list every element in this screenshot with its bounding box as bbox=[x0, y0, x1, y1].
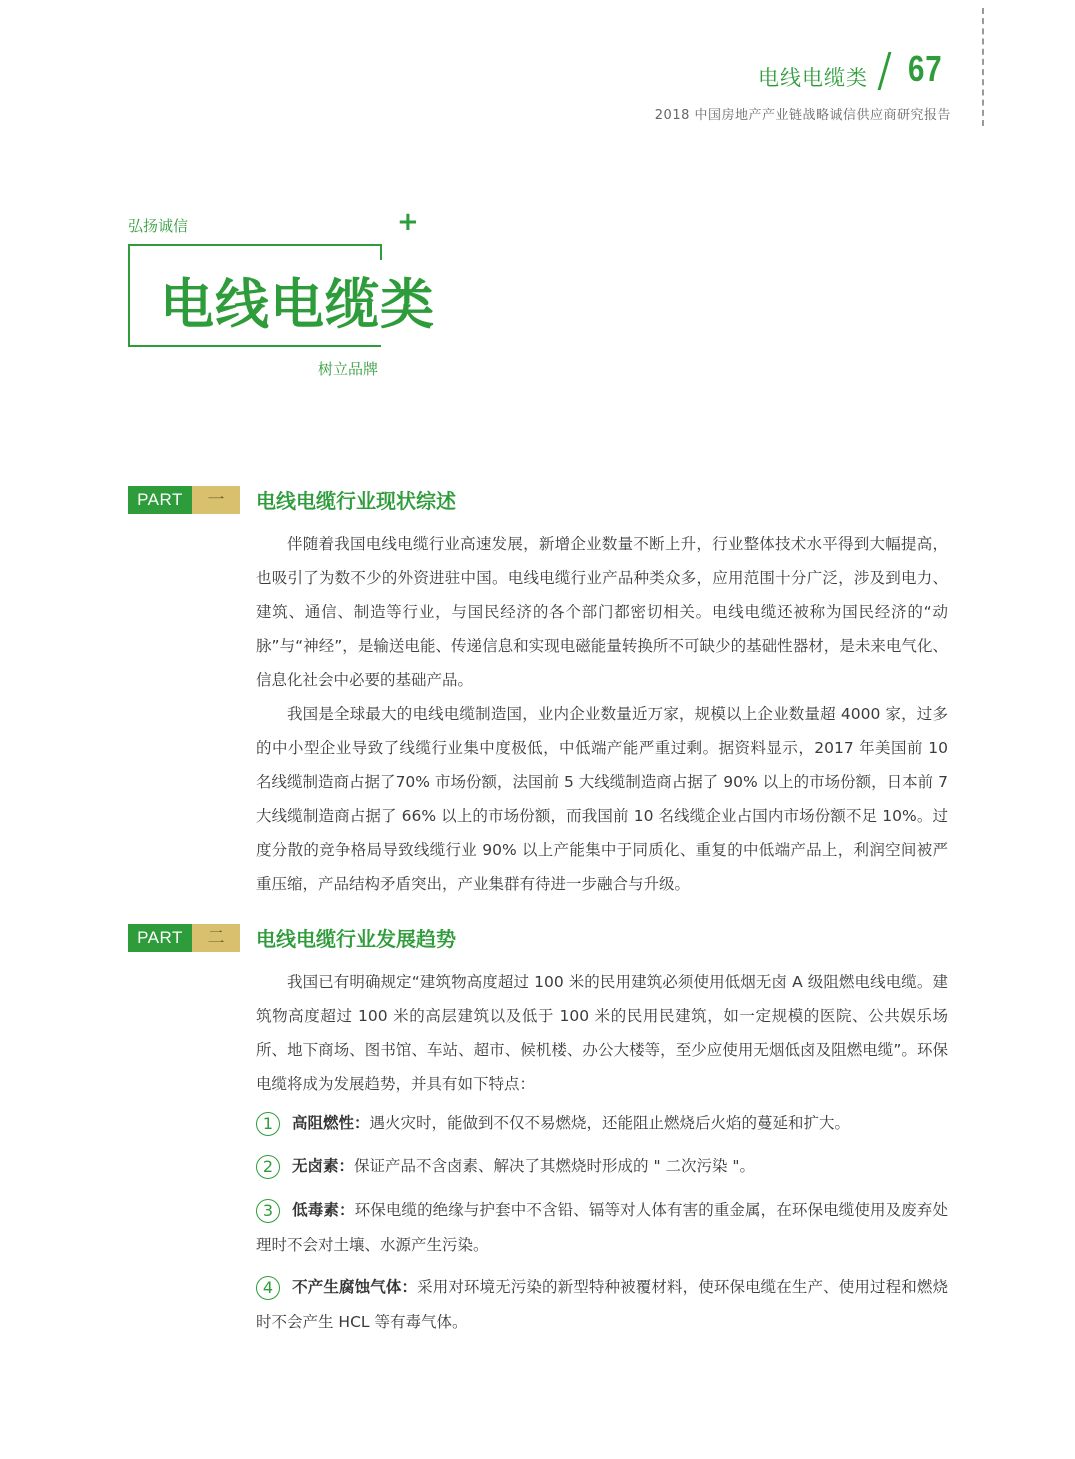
title-frame-top bbox=[128, 244, 382, 246]
feature-text: 环保电缆的绝缘与护套中不含铅、镉等对人体有害的重金属，在环保电缆使用及废弃处理时不会对土壤、水源产生污染。 bbox=[256, 1201, 948, 1254]
feature-label: 无卤素： bbox=[292, 1157, 355, 1175]
header-category-title: 电线电缆类 bbox=[758, 66, 868, 90]
part-label: PART bbox=[128, 924, 192, 952]
feature-text: 保证产品不含卤素、解决了其燃烧时形成的 " 二次污染 "。 bbox=[354, 1157, 756, 1175]
header-dashed-divider bbox=[982, 8, 984, 126]
header-slash-divider bbox=[878, 52, 892, 90]
paragraph: 伴随着我国电线电缆行业高速发展，新增企业数量不断上升，行业整体技术水平得到大幅提高，也吸引了为数不少的外资进驻中国。电线电缆行业产品种类众多，应用范围十分广泛，涉及到电力、建筑、通信、制造等行业，与国民经济的各个部门都密切相关。电线电缆还被称为国民经济的“动脉”与“神经”，是输送电能、传递信息和实现电磁能量转换所不可缺少的基础性器材，是未来电气化、信息化社会中必要的基础产品。 bbox=[256, 535, 948, 689]
number-circle-icon: 3 bbox=[256, 1199, 280, 1223]
report-subtitle: 2018 中国房地产产业链战略诚信供应商研究报告 bbox=[654, 108, 951, 123]
number-circle-icon: 4 bbox=[256, 1276, 280, 1300]
feature-item bbox=[256, 1193, 948, 1263]
paragraph: 我国已有明确规定“建筑物高度超过 100 米的民用建筑必须使用低烟无卤 A 级阻燃电线电缆。建筑物高度超过 100 米的高层建筑以及低于 100 米的民用民建筑，如一定规模的医院、公共娱乐场所、地下商场、图书馆、车站、超市、候机楼、办公大楼等，至少应使用无烟低卤及阻燃电缆”。环保电缆将成为发展趋势，并具有如下特点： bbox=[256, 973, 948, 1093]
page-number: 67 bbox=[908, 48, 943, 89]
feature-item bbox=[256, 1149, 948, 1184]
feature-label: 高阻燃性： bbox=[292, 1114, 370, 1132]
section-title-1: 电线电缆行业现状综述 bbox=[256, 489, 456, 513]
page-title: 电线电缆类 bbox=[160, 273, 435, 336]
part-label: PART bbox=[128, 486, 192, 514]
number-circle-icon: 1 bbox=[256, 1112, 280, 1136]
plus-icon: + bbox=[397, 207, 419, 237]
paragraph: 我国是全球最大的电线电缆制造国，业内企业数量近万家，规模以上企业数量超 4000 家，过多的中小型企业导致了线缆行业集中度极低，中低端产能严重过剩。据资料显示，2017 年美国前 10 名线缆制造商占据了70% 市场份额，法国前 5 大线缆制造商占据了 90% 以上的市场份额，日本前 7 大线缆制造商占据了 66% 以上的市场份额，而我国前 10 名线缆企业占国内市场份额不足 10%。过度分散的竞争格局导致线缆行业 90% 以上产能集中于同质化、重复的中低端产品上，利润空间被严重压缩，产品结构矛盾突出，产业集群有待进一步融合与升级。 bbox=[256, 705, 948, 893]
number-circle-icon: 2 bbox=[256, 1155, 280, 1179]
part-tag-2 bbox=[128, 924, 240, 952]
part-tag-1 bbox=[128, 486, 240, 514]
feature-label: 不产生腐蚀气体： bbox=[292, 1278, 418, 1296]
part-number: 二 bbox=[192, 924, 240, 952]
slogan-top: 弘扬诚信 bbox=[128, 217, 189, 235]
part-number: 一 bbox=[192, 486, 240, 514]
feature-item bbox=[256, 1270, 948, 1340]
title-frame-right bbox=[380, 244, 382, 260]
slogan-bottom: 树立品牌 bbox=[318, 360, 379, 378]
feature-label: 低毒素： bbox=[292, 1201, 355, 1219]
section-title-2: 电线电缆行业发展趋势 bbox=[256, 927, 456, 951]
feature-text: 遇火灾时，能做到不仅不易燃烧，还能阻止燃烧后火焰的蔓延和扩大。 bbox=[369, 1114, 851, 1132]
feature-text: 采用对环境无污染的新型特种被覆材料，使环保电缆在生产、使用过程和燃烧时不会产生 HCL 等有毒气体。 bbox=[256, 1278, 948, 1331]
feature-item bbox=[256, 1106, 948, 1141]
